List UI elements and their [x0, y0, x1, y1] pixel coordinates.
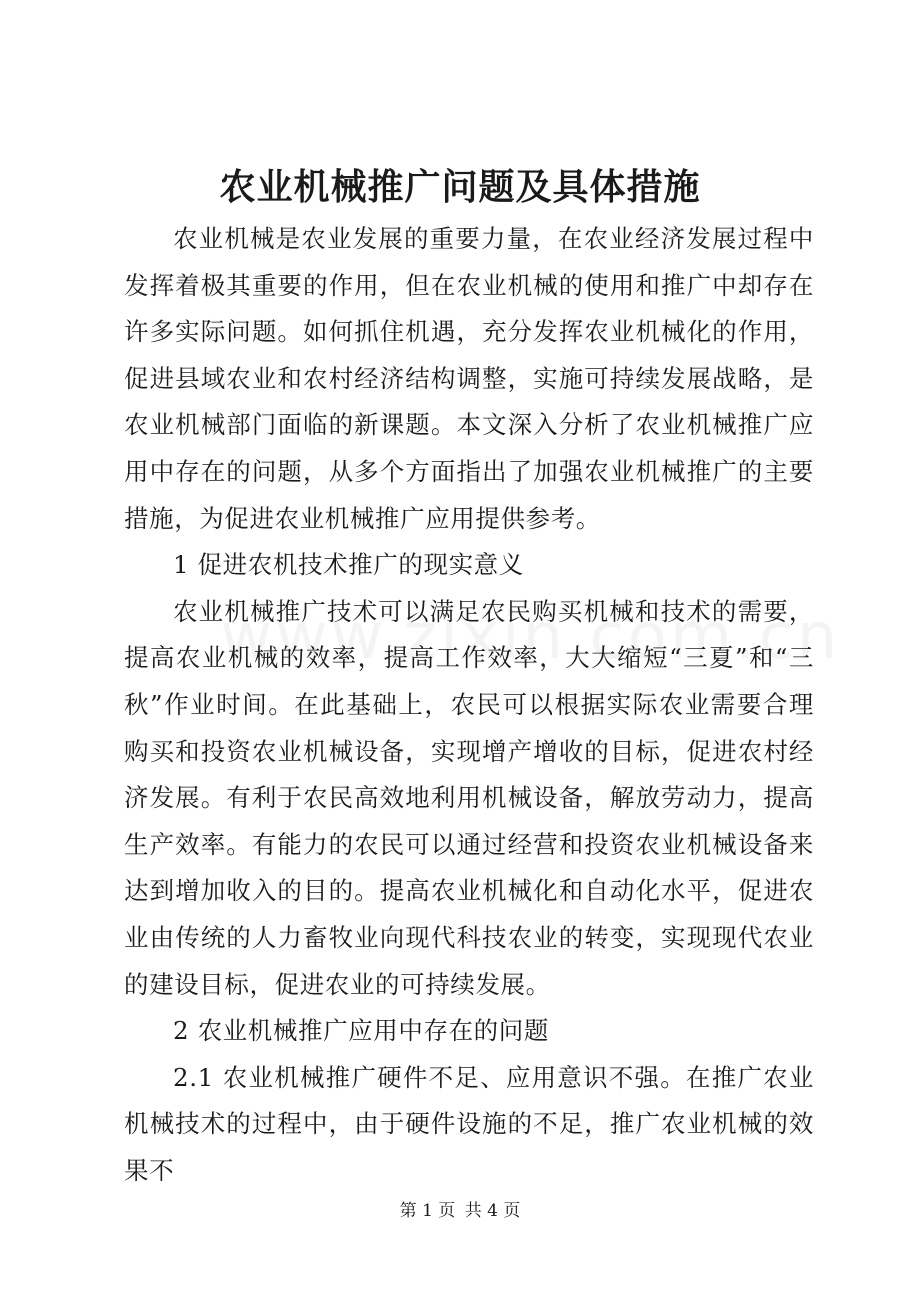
page-number: 第 1 页 — [399, 1201, 456, 1221]
paragraph-hardware-issue: 2.1 农业机械推广硬件不足、应用意识不强。在推广农业机械技术的过程中，由于硬件设施的不足，推广农业机械的效果不 — [124, 1062, 814, 1185]
section-heading-1: 1 促进农机技术推广的现实意义 — [173, 550, 524, 580]
page-total: 共 4 页 — [464, 1201, 521, 1221]
document-title: 农业机械推广问题及具体措施 — [219, 166, 701, 208]
section-heading-2: 2 农业机械推广应用中存在的问题 — [173, 1016, 549, 1046]
page-footer — [0, 1198, 920, 1224]
paragraph-significance: 农业机械推广技术可以满足农民购买机械和技术的需要，提高农业机械的效率，提高工作效率，大大缩短“三夏”和“三秋”作业时间。在此基础上，农民可以根据实际农业需要合理购买和投资农业机械设备，实现增产增收的目标，促进农村经济发展。有利于农民高效地利用机械设备，解放劳动力，提高生产效率。有能力的农民可以通过经营和投资农业机械设备来达到增加收入的目的。提高农业机械化和自动化水平，促进农业由传统的人力畜牧业向现代科技农业的转变，实现现代农业的建设目标，促进农业的可持续发展。 — [124, 596, 814, 999]
document-body — [124, 216, 814, 1194]
paragraph-intro: 农业机械是农业发展的重要力量，在农业经济发展过程中发挥着极其重要的作用，但在农业机械的使用和推广中却存在许多实际问题。如何抓住机遇，充分发挥农业机械化的作用，促进县域农业和农村经济结构调整，实施可持续发展战略，是农业机械部门面临的新课题。本文深入分析了农业机械推广应用中存在的问题，从多个方面指出了加强农业机械推广的主要措施，为促进农业机械推广应用提供参考。 — [124, 224, 814, 533]
